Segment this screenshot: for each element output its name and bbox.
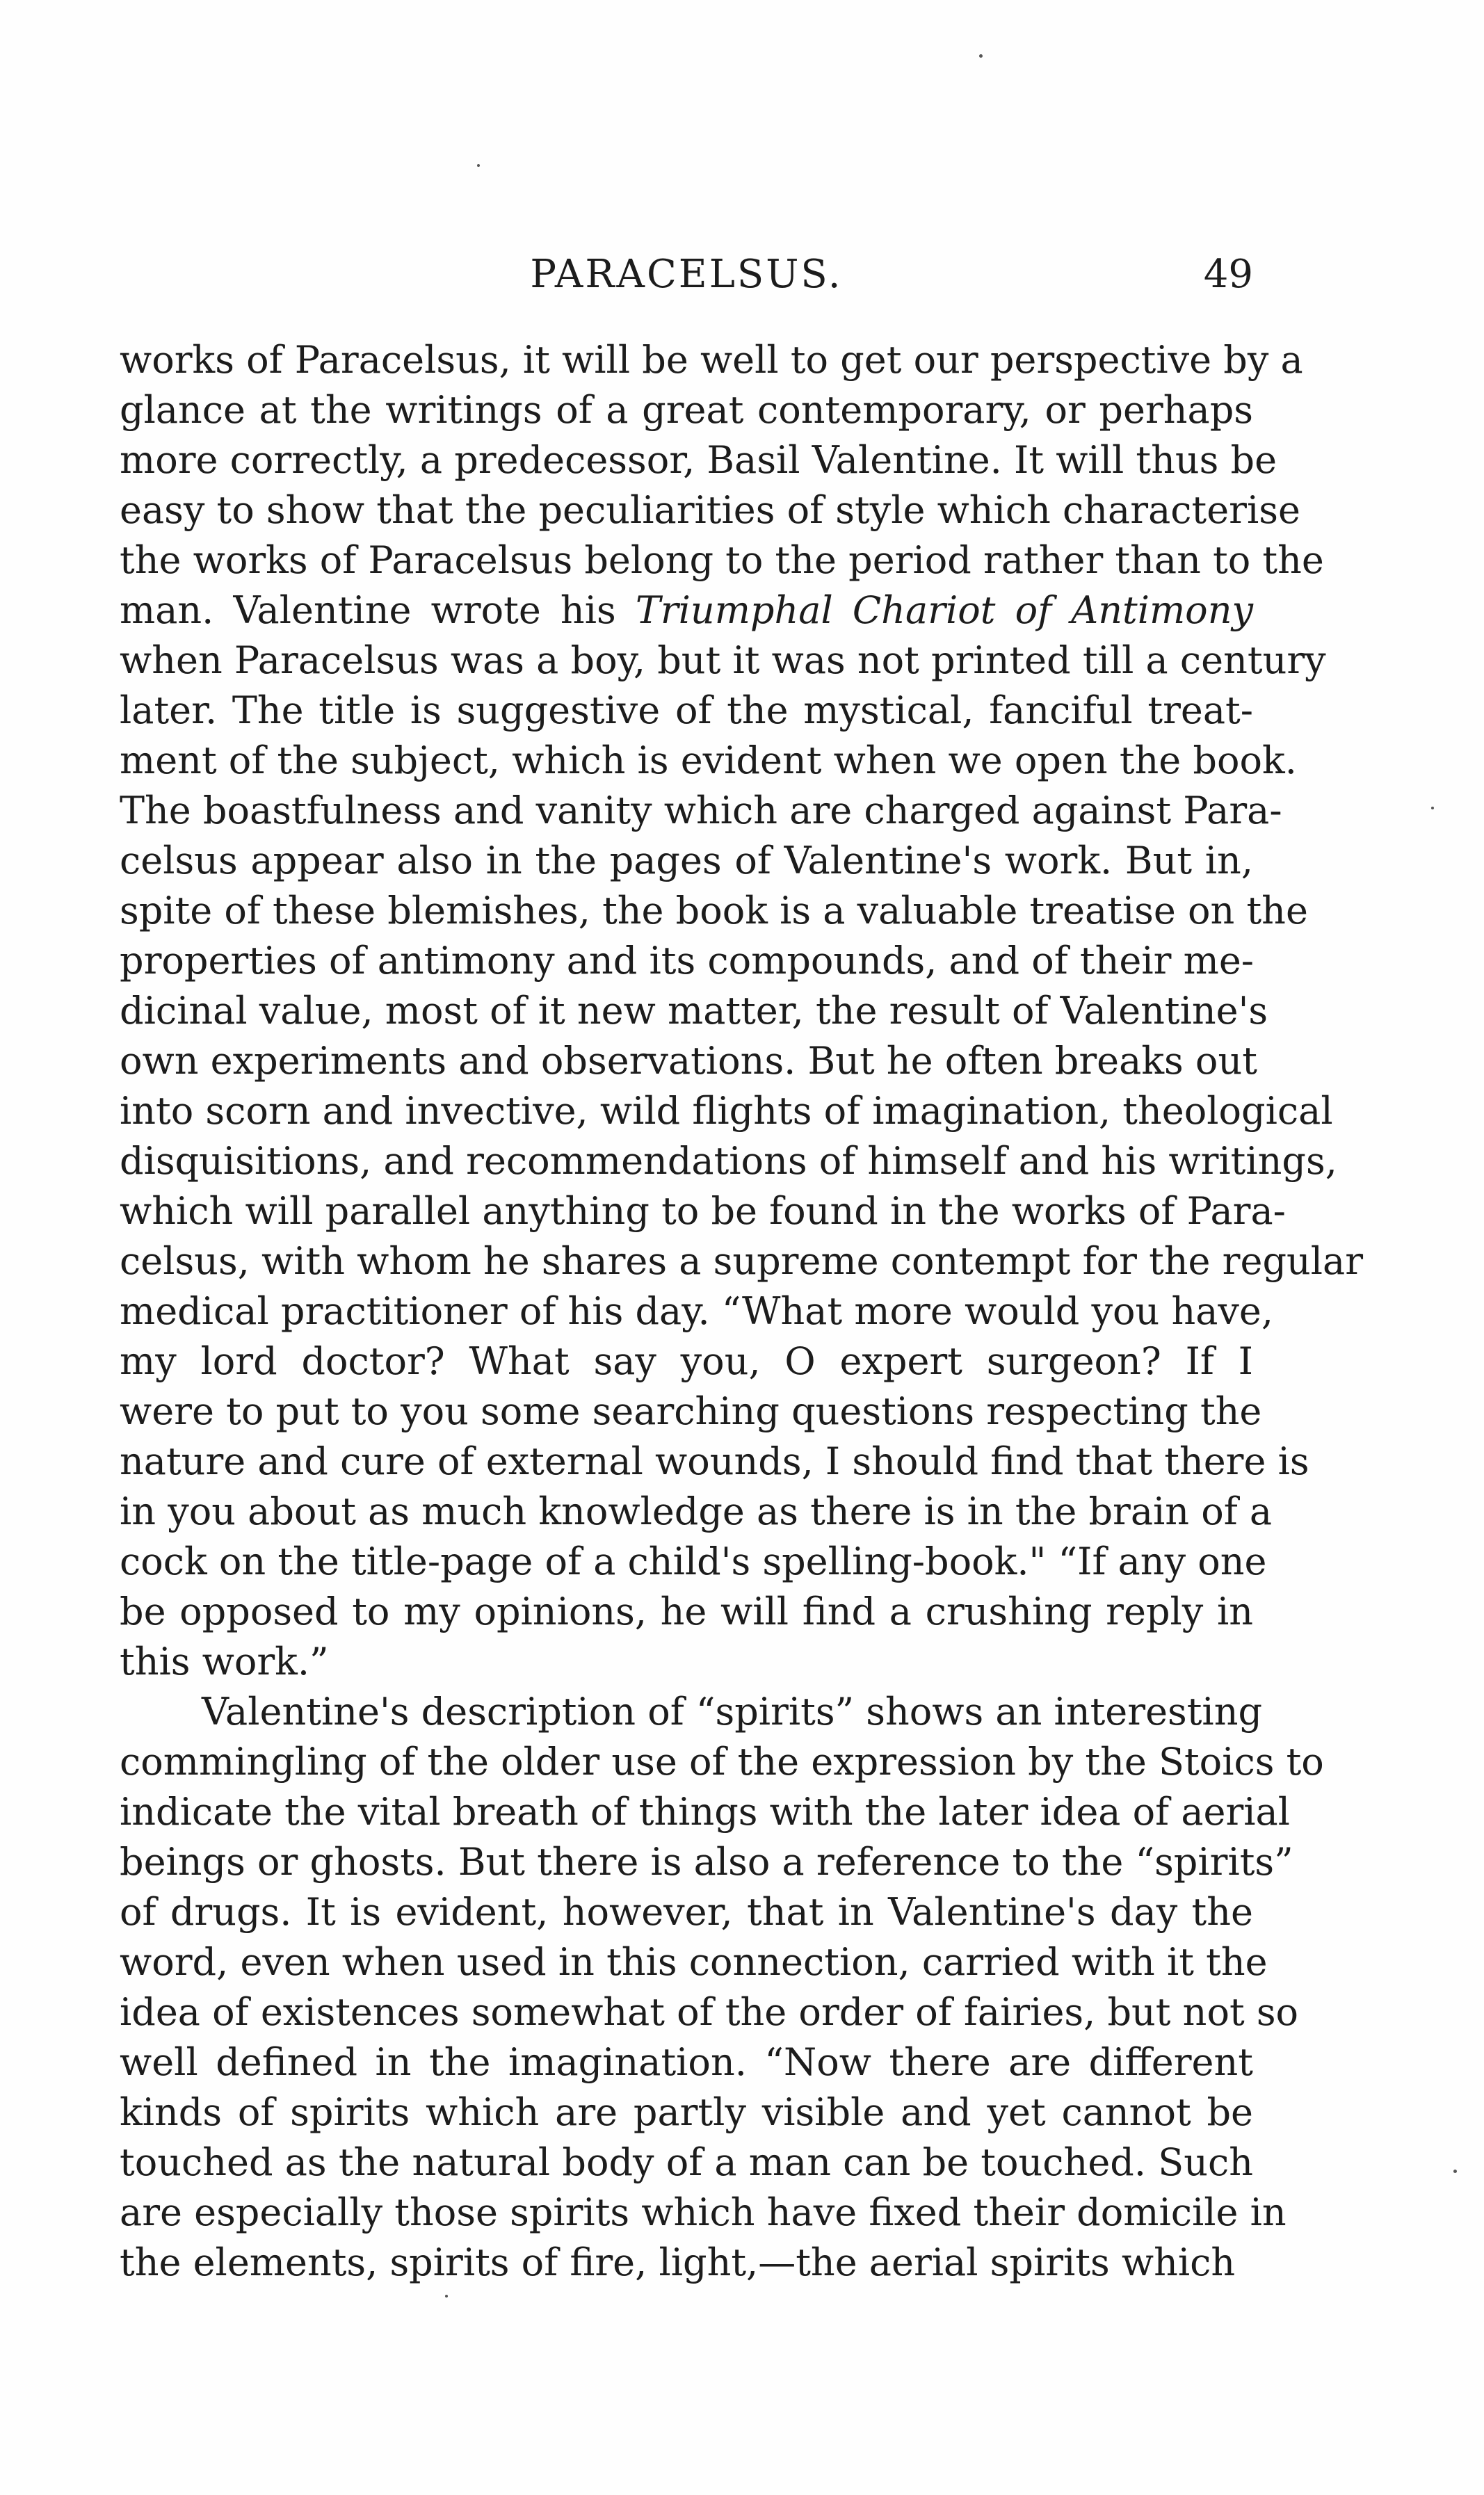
body-text: [120, 335, 1364, 2288]
print-speck: [979, 54, 983, 58]
text-line: medical practitioner of his day. “What more would you have,: [120, 1289, 1274, 1333]
text-line: well defined in the imagination. “Now there are different: [120, 2040, 1253, 2084]
running-title: PARACELSUS.: [530, 252, 843, 297]
text-line: The boastfulness and vanity which are charged against Para-: [120, 789, 1282, 832]
print-speck: [445, 2295, 448, 2298]
text-line: celsus, with whom he shares a supreme contempt for the regular: [120, 1239, 1364, 1283]
text-segment: man. Valentine wrote his: [120, 588, 636, 632]
print-speck: [477, 164, 480, 167]
text-line: the works of Paracelsus belong to the period rather than to the: [120, 538, 1324, 582]
page-number: 49: [1203, 252, 1253, 297]
text-line: commingling of the older use of the expression by the Stoics to: [120, 1740, 1324, 1784]
text-line: the elements, spirits of fire, light,—the aerial spirits which: [120, 2240, 1236, 2284]
text-line: easy to show that the peculiarities of style which characterise: [120, 488, 1300, 532]
text-line: into scorn and invective, wild flights of imagination, theological: [120, 1089, 1333, 1133]
print-speck: [1453, 2170, 1457, 2173]
text-line: Valentine's description of “spirits” shows an interesting: [202, 1690, 1263, 1734]
text-line: idea of existences somewhat of the order of fairies, but not so: [120, 1990, 1299, 2034]
text-line: this work.”: [120, 1640, 329, 1683]
text-line: works of Paracelsus, it will be well to get our perspective by a: [120, 338, 1303, 382]
text-line: which will parallel anything to be found in the works of Para-: [120, 1189, 1286, 1233]
text-line: ment of the subject, which is evident when we open the book.: [120, 738, 1297, 782]
text-line: touched as the natural body of a man can be touched. Such: [120, 2140, 1253, 2184]
text-line: were to put to you some searching questions respecting the: [120, 1389, 1262, 1433]
text-line: word, even when used in this connection, carried with it the: [120, 1940, 1268, 1984]
paragraph-2: [120, 1687, 1324, 2288]
text-line: beings or ghosts. But there is also a reference to the “spirits”: [120, 1840, 1293, 1884]
paragraph-1: [120, 335, 1364, 1687]
book-title-italic: Triumphal Chariot of Antimony: [635, 588, 1253, 632]
text-line: glance at the writings of a great contemporary, or perhaps: [120, 388, 1253, 432]
text-line: kinds of spirits which are partly visible and yet cannot be: [120, 2090, 1253, 2134]
text-line: later. The title is suggestive of the mystical, fanciful treat-: [120, 688, 1253, 732]
text-line: dicinal value, most of it new matter, the result of Valentine's: [120, 989, 1268, 1033]
text-line: disquisitions, and recommendations of himself and his writings,: [120, 1139, 1337, 1183]
text-line: more correctly, a predecessor, Basil Valentine. It will thus be: [120, 438, 1277, 482]
text-line: in you about as much knowledge as there is in the brain of a: [120, 1489, 1273, 1533]
text-line: nature and cure of external wounds, I should find that there is: [120, 1439, 1309, 1483]
text-line: of drugs. It is evident, however, that in Valentine's day the: [120, 1890, 1253, 1934]
print-speck: [1431, 807, 1434, 809]
text-line: properties of antimony and its compounds, and of their me-: [120, 939, 1255, 983]
text-line: [120, 586, 1253, 636]
text-line: are especially those spirits which have fixed their domicile in: [120, 2190, 1287, 2234]
text-line: when Paracelsus was a boy, but it was not printed till a century: [120, 638, 1326, 682]
page-header: [120, 243, 1253, 306]
text-line: spite of these blemishes, the book is a valuable treatise on the: [120, 889, 1308, 932]
text-line: celsus appear also in the pages of Valentine's work. But in,: [120, 839, 1253, 882]
text-line: cock on the title-page of a child's spelling-book." “If any one: [120, 1540, 1267, 1583]
text-line: own experiments and observations. But he often breaks out: [120, 1039, 1257, 1083]
text-line: be opposed to my opinions, he will find a crushing reply in: [120, 1590, 1253, 1633]
text-line: indicate the vital breath of things with the later idea of aerial: [120, 1790, 1291, 1834]
text-line: my lord doctor? What say you, O expert surgeon? If I: [120, 1339, 1253, 1383]
